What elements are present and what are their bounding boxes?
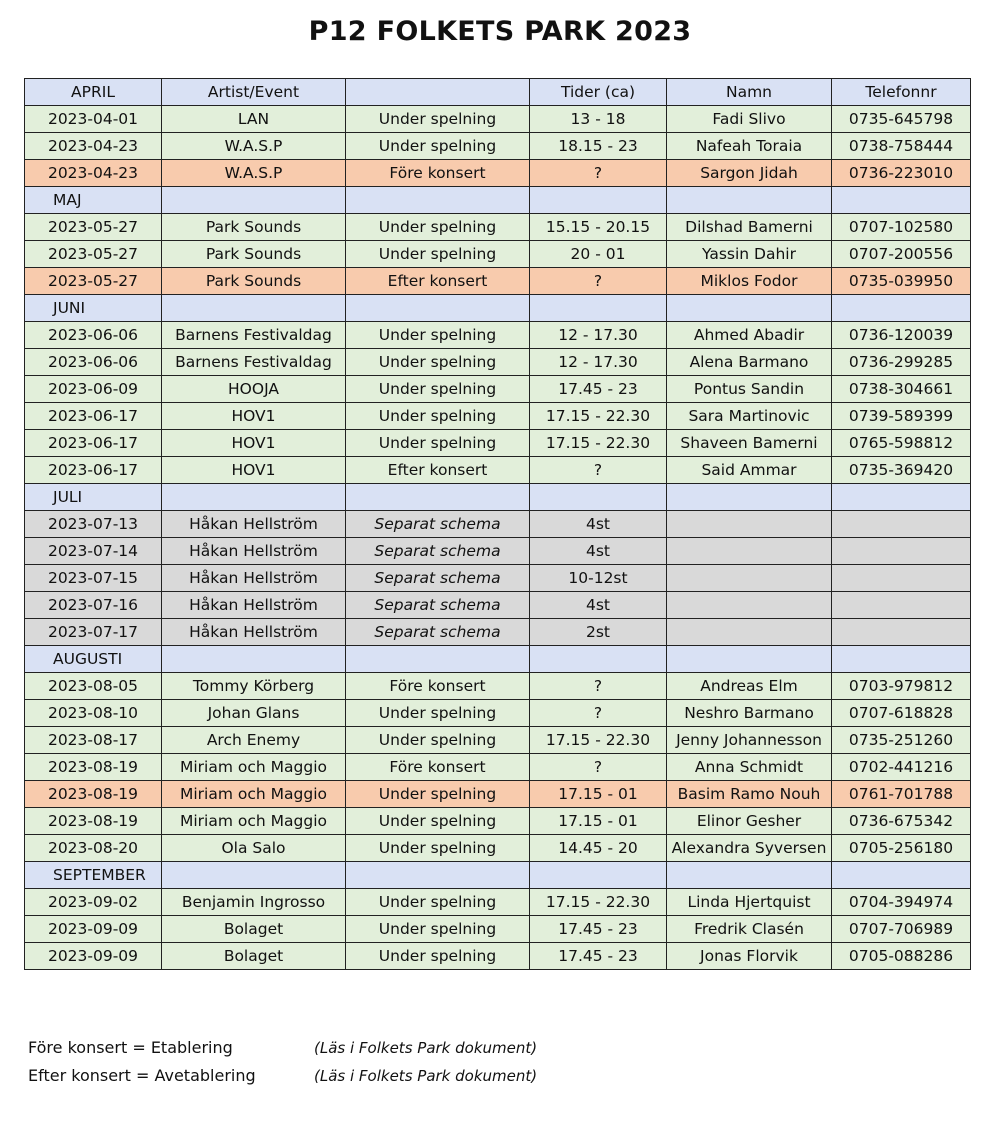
phone-cell: 0765-598812 xyxy=(832,430,971,457)
phone-cell xyxy=(832,592,971,619)
artist-cell: Park Sounds xyxy=(162,241,346,268)
header-name: Namn xyxy=(667,79,832,106)
table-row xyxy=(25,538,971,565)
type-cell: Under spelning xyxy=(346,106,530,133)
times-cell: 12 - 17.30 xyxy=(530,322,667,349)
artist-cell: W.A.S.P xyxy=(162,133,346,160)
times-cell xyxy=(530,295,667,322)
type-cell: Före konsert xyxy=(346,160,530,187)
month-row xyxy=(25,862,971,889)
date-cell: 2023-07-14 xyxy=(25,538,162,565)
date-cell: 2023-04-23 xyxy=(25,160,162,187)
type-cell: Under spelning xyxy=(346,700,530,727)
phone-cell: 0705-088286 xyxy=(832,943,971,970)
name-cell: Alexandra Syversen xyxy=(667,835,832,862)
times-cell xyxy=(530,484,667,511)
times-cell xyxy=(530,862,667,889)
type-cell: Under spelning xyxy=(346,727,530,754)
type-cell: Efter konsert xyxy=(346,268,530,295)
times-cell: 17.15 - 22.30 xyxy=(530,430,667,457)
table-row xyxy=(25,403,971,430)
date-cell: 2023-05-27 xyxy=(25,214,162,241)
type-cell: Under spelning xyxy=(346,916,530,943)
artist-cell: Ola Salo xyxy=(162,835,346,862)
table-row xyxy=(25,430,971,457)
artist-cell: Arch Enemy xyxy=(162,727,346,754)
date-cell: 2023-06-06 xyxy=(25,322,162,349)
date-cell: 2023-09-02 xyxy=(25,889,162,916)
type-cell: Under spelning xyxy=(346,835,530,862)
name-cell: Jenny Johannesson xyxy=(667,727,832,754)
times-cell: 4st xyxy=(530,538,667,565)
table-row xyxy=(25,565,971,592)
artist-cell: Barnens Festivaldag xyxy=(162,349,346,376)
name-cell: Sara Martinovic xyxy=(667,403,832,430)
table-row xyxy=(25,133,971,160)
table-row xyxy=(25,889,971,916)
times-cell: ? xyxy=(530,160,667,187)
date-cell: 2023-09-09 xyxy=(25,916,162,943)
phone-cell: 0703-979812 xyxy=(832,673,971,700)
phone-cell: 0761-701788 xyxy=(832,781,971,808)
name-cell: Miklos Fodor xyxy=(667,268,832,295)
date-cell: 2023-08-17 xyxy=(25,727,162,754)
type-cell: Separat schema xyxy=(346,511,530,538)
times-cell: 17.45 - 23 xyxy=(530,943,667,970)
artist-cell: Bolaget xyxy=(162,916,346,943)
times-cell xyxy=(530,187,667,214)
phone-cell xyxy=(832,538,971,565)
type-cell: Under spelning xyxy=(346,322,530,349)
phone-cell: 0735-039950 xyxy=(832,268,971,295)
type-cell: Före konsert xyxy=(346,673,530,700)
month-label: JULI xyxy=(25,484,162,511)
times-cell: 12 - 17.30 xyxy=(530,349,667,376)
date-cell: 2023-05-27 xyxy=(25,241,162,268)
artist-cell xyxy=(162,187,346,214)
times-cell xyxy=(530,646,667,673)
table-row xyxy=(25,268,971,295)
name-cell xyxy=(667,862,832,889)
date-cell: 2023-08-05 xyxy=(25,673,162,700)
phone-cell: 0739-589399 xyxy=(832,403,971,430)
times-cell: ? xyxy=(530,268,667,295)
name-cell: Sargon Jidah xyxy=(667,160,832,187)
times-cell: 17.15 - 22.30 xyxy=(530,403,667,430)
name-cell: Shaveen Bamerni xyxy=(667,430,832,457)
date-cell: 2023-04-01 xyxy=(25,106,162,133)
times-cell: 17.15 - 22.30 xyxy=(530,727,667,754)
phone-cell xyxy=(832,646,971,673)
artist-cell: Håkan Hellström xyxy=(162,511,346,538)
month-label: JUNI xyxy=(25,295,162,322)
artist-cell xyxy=(162,295,346,322)
page-title: P12 FOLKETS PARK 2023 xyxy=(308,16,692,47)
artist-cell: HOV1 xyxy=(162,403,346,430)
month-label: SEPTEMBER xyxy=(25,862,162,889)
artist-cell: HOV1 xyxy=(162,430,346,457)
type-cell: Under spelning xyxy=(346,241,530,268)
type-cell: Separat schema xyxy=(346,538,530,565)
type-cell: Under spelning xyxy=(346,349,530,376)
month-label: MAJ xyxy=(25,187,162,214)
date-cell: 2023-08-20 xyxy=(25,835,162,862)
name-cell: Said Ammar xyxy=(667,457,832,484)
type-cell: Under spelning xyxy=(346,403,530,430)
date-cell: 2023-06-09 xyxy=(25,376,162,403)
type-cell xyxy=(346,187,530,214)
date-cell: 2023-07-15 xyxy=(25,565,162,592)
month-row xyxy=(25,484,971,511)
phone-cell: 0736-223010 xyxy=(832,160,971,187)
times-cell: ? xyxy=(530,754,667,781)
times-cell: 13 - 18 xyxy=(530,106,667,133)
month-row xyxy=(25,646,971,673)
table-row xyxy=(25,322,971,349)
table-row xyxy=(25,241,971,268)
phone-cell: 0738-304661 xyxy=(832,376,971,403)
phone-cell: 0735-645798 xyxy=(832,106,971,133)
phone-cell: 0704-394974 xyxy=(832,889,971,916)
date-cell: 2023-08-19 xyxy=(25,808,162,835)
artist-cell: Håkan Hellström xyxy=(162,619,346,646)
type-cell xyxy=(346,862,530,889)
name-cell: Alena Barmano xyxy=(667,349,832,376)
phone-cell: 0702-441216 xyxy=(832,754,971,781)
name-cell: Fadi Slivo xyxy=(667,106,832,133)
type-cell: Under spelning xyxy=(346,808,530,835)
table-row xyxy=(25,511,971,538)
table-row xyxy=(25,916,971,943)
header-artist: Artist/Event xyxy=(162,79,346,106)
type-cell: Under spelning xyxy=(346,376,530,403)
date-cell: 2023-05-27 xyxy=(25,268,162,295)
name-cell: Basim Ramo Nouh xyxy=(667,781,832,808)
times-cell: 2st xyxy=(530,619,667,646)
name-cell: Ahmed Abadir xyxy=(667,322,832,349)
times-cell: ? xyxy=(530,673,667,700)
artist-cell: LAN xyxy=(162,106,346,133)
phone-cell: 0736-675342 xyxy=(832,808,971,835)
artist-cell: Barnens Festivaldag xyxy=(162,322,346,349)
artist-cell xyxy=(162,862,346,889)
times-cell: ? xyxy=(530,457,667,484)
phone-cell: 0736-299285 xyxy=(832,349,971,376)
times-cell: 18.15 - 23 xyxy=(530,133,667,160)
date-cell: 2023-08-19 xyxy=(25,781,162,808)
times-cell: 17.15 - 22.30 xyxy=(530,889,667,916)
name-cell: Fredrik Clasén xyxy=(667,916,832,943)
artist-cell xyxy=(162,646,346,673)
phone-cell xyxy=(832,619,971,646)
times-cell: 4st xyxy=(530,592,667,619)
phone-cell: 0707-200556 xyxy=(832,241,971,268)
table-row xyxy=(25,619,971,646)
legend-note: (Läs i Folkets Park dokument) xyxy=(314,1067,538,1085)
date-cell: 2023-08-10 xyxy=(25,700,162,727)
name-cell: Nafeah Toraia xyxy=(667,133,832,160)
month-row xyxy=(25,187,971,214)
date-cell: 2023-07-17 xyxy=(25,619,162,646)
legend-term: Före konsert = Etablering xyxy=(28,1038,233,1057)
table-row xyxy=(25,727,971,754)
phone-cell xyxy=(832,565,971,592)
type-cell: Efter konsert xyxy=(346,457,530,484)
legend-note: (Läs i Folkets Park dokument) xyxy=(314,1039,538,1057)
table-row xyxy=(25,835,971,862)
phone-cell: 0735-369420 xyxy=(832,457,971,484)
phone-cell xyxy=(832,511,971,538)
date-cell: 2023-09-09 xyxy=(25,943,162,970)
name-cell xyxy=(667,484,832,511)
name-cell xyxy=(667,295,832,322)
phone-cell: 0735-251260 xyxy=(832,727,971,754)
name-cell xyxy=(667,511,832,538)
name-cell: Neshro Barmano xyxy=(667,700,832,727)
type-cell xyxy=(346,484,530,511)
name-cell xyxy=(667,538,832,565)
date-cell: 2023-06-06 xyxy=(25,349,162,376)
header-type xyxy=(346,79,530,106)
date-cell: 2023-06-17 xyxy=(25,403,162,430)
artist-cell: Park Sounds xyxy=(162,268,346,295)
table-row xyxy=(25,673,971,700)
date-cell: 2023-08-19 xyxy=(25,754,162,781)
date-cell: 2023-07-13 xyxy=(25,511,162,538)
month-row xyxy=(25,295,971,322)
phone-cell xyxy=(832,862,971,889)
artist-cell: HOV1 xyxy=(162,457,346,484)
table-row xyxy=(25,160,971,187)
schedule-body xyxy=(25,79,971,970)
type-cell: Separat schema xyxy=(346,592,530,619)
name-cell xyxy=(667,592,832,619)
name-cell: Linda Hjertquist xyxy=(667,889,832,916)
artist-cell: Park Sounds xyxy=(162,214,346,241)
name-cell xyxy=(667,187,832,214)
times-cell: 17.15 - 01 xyxy=(530,781,667,808)
type-cell: Separat schema xyxy=(346,619,530,646)
artist-cell: Håkan Hellström xyxy=(162,565,346,592)
table-row xyxy=(25,214,971,241)
times-cell: 17.45 - 23 xyxy=(530,376,667,403)
type-cell: Under spelning xyxy=(346,133,530,160)
artist-cell: Miriam och Maggio xyxy=(162,781,346,808)
date-cell: 2023-04-23 xyxy=(25,133,162,160)
type-cell: Under spelning xyxy=(346,430,530,457)
table-row xyxy=(25,349,971,376)
times-cell: 14.45 - 20 xyxy=(530,835,667,862)
name-cell: Elinor Gesher xyxy=(667,808,832,835)
times-cell: 10-12st xyxy=(530,565,667,592)
header-times: Tider (ca) xyxy=(530,79,667,106)
phone-cell: 0705-256180 xyxy=(832,835,971,862)
table-row xyxy=(25,754,971,781)
times-cell: 4st xyxy=(530,511,667,538)
type-cell xyxy=(346,295,530,322)
name-cell: Pontus Sandin xyxy=(667,376,832,403)
name-cell: Dilshad Bamerni xyxy=(667,214,832,241)
type-cell: Under spelning xyxy=(346,889,530,916)
artist-cell: Johan Glans xyxy=(162,700,346,727)
type-cell: Under spelning xyxy=(346,781,530,808)
type-cell: Separat schema xyxy=(346,565,530,592)
header-month: APRIL xyxy=(25,79,162,106)
times-cell: 17.15 - 01 xyxy=(530,808,667,835)
artist-cell: Håkan Hellström xyxy=(162,538,346,565)
phone-cell: 0736-120039 xyxy=(832,322,971,349)
table-row xyxy=(25,376,971,403)
table-row xyxy=(25,592,971,619)
table-row xyxy=(25,781,971,808)
artist-cell xyxy=(162,484,346,511)
times-cell: 15.15 - 20.15 xyxy=(530,214,667,241)
table-row xyxy=(25,106,971,133)
name-cell xyxy=(667,565,832,592)
schedule-table xyxy=(24,78,971,970)
artist-cell: Bolaget xyxy=(162,943,346,970)
artist-cell: Miriam och Maggio xyxy=(162,754,346,781)
table-row xyxy=(25,700,971,727)
name-cell: Jonas Florvik xyxy=(667,943,832,970)
phone-cell xyxy=(832,484,971,511)
phone-cell xyxy=(832,187,971,214)
name-cell: Andreas Elm xyxy=(667,673,832,700)
times-cell: 17.45 - 23 xyxy=(530,916,667,943)
legend-term: Efter konsert = Avetablering xyxy=(28,1066,256,1085)
type-cell: Under spelning xyxy=(346,214,530,241)
phone-cell: 0707-618828 xyxy=(832,700,971,727)
type-cell xyxy=(346,646,530,673)
phone-cell xyxy=(832,295,971,322)
name-cell: Anna Schmidt xyxy=(667,754,832,781)
table-row xyxy=(25,808,971,835)
artist-cell: Håkan Hellström xyxy=(162,592,346,619)
phone-cell: 0707-706989 xyxy=(832,916,971,943)
name-cell: Yassin Dahir xyxy=(667,241,832,268)
table-row xyxy=(25,457,971,484)
artist-cell: Miriam och Maggio xyxy=(162,808,346,835)
type-cell: Före konsert xyxy=(346,754,530,781)
date-cell: 2023-07-16 xyxy=(25,592,162,619)
table-header-row xyxy=(25,79,971,106)
name-cell xyxy=(667,646,832,673)
month-label: AUGUSTI xyxy=(25,646,162,673)
type-cell: Under spelning xyxy=(346,943,530,970)
artist-cell: W.A.S.P xyxy=(162,160,346,187)
artist-cell: Benjamin Ingrosso xyxy=(162,889,346,916)
date-cell: 2023-06-17 xyxy=(25,430,162,457)
date-cell: 2023-06-17 xyxy=(25,457,162,484)
phone-cell: 0738-758444 xyxy=(832,133,971,160)
table-row xyxy=(25,943,971,970)
times-cell: 20 - 01 xyxy=(530,241,667,268)
artist-cell: Tommy Körberg xyxy=(162,673,346,700)
artist-cell: HOOJA xyxy=(162,376,346,403)
name-cell xyxy=(667,619,832,646)
phone-cell: 0707-102580 xyxy=(832,214,971,241)
times-cell: ? xyxy=(530,700,667,727)
header-phone: Telefonnr xyxy=(832,79,971,106)
